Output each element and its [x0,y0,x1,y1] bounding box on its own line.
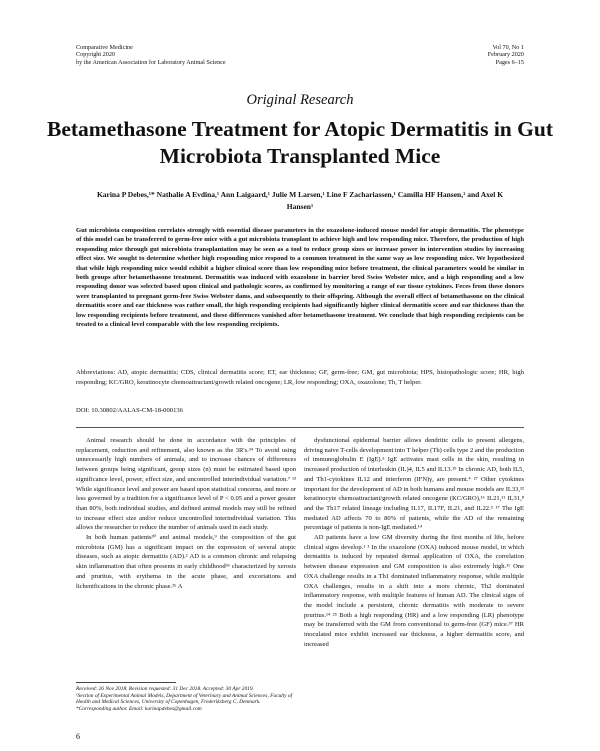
author-list: Karina P Debes,¹* Nathalie A Evdina,¹ Ann Laigaard,¹ Julie M Larsen,¹ Line F Zachariassen,¹ Camilla HF Hansen,¹ and Axel K Hansen¹ [96,190,504,211]
doi[interactable]: DOI: 10.30802/AALAS-CM-18-000136 [76,407,183,414]
copyright: Copyright 2020 [76,51,116,59]
page-number: 6 [76,732,80,741]
article-type: Original Research [246,92,354,108]
abbreviations: Abbreviations: AD, atopic dermatitis; CDS, clinical dermatitis score; ET, ear thickness; GF, germ-free; GM, gut microbiota; HPS, histopathologic score; HR, high responding; KC/GRO, keratinocyte chemoattractant/growth related oncogene; LR, low responding; OXA, oxazolone; Th, T helper. [76,369,524,386]
body-column-right [304,436,524,649]
volume: Vol 70, No 1 [492,44,524,51]
journal-header-left [76,44,226,66]
journal-name: Comparative Medicine [76,44,133,51]
received-dates: Received: 26 Nov 2018. Revision requested: 31 Dec 2018. Accepted: 30 Apr 2019. [76,686,254,692]
abstract: Gut microbiota composition correlates strongly with essential disease parameters in the oxazolone-induced mouse model for atopic dermatitis. The phenotype of this model can be transferred to germ-free mice with a gut microbiota transplant to achieve high and low responding mice. Therefore, the production of high responding mice through gut microbiota transplantation may be seen as a tool to reduce group sizes or increase power in intervention studies by increasing effect size. We sought to determine whether high responding mice respond to a common treatment in the same way as low responding mice. We hypothesized that while high responding mice would exhibit a higher clinical score than low responding mice before treatment, the clinical parameters would be similar in both groups after betamethasone treatment. Dermatitis was induced with oxazolone in barrier bred Swiss Webster mice, and a high responding and a low responding donor was selected based upon clinical and pathologic scores, as confirmed by monitoring a range of ear tissue cytokines. Feces from these donors were transplanted to pregnant germ-free Swiss Webster dams, and subsequently to their offspring. Although the overall effect of betamethasone on the clinical dermatitis score and ear thickness was rather small, the high responding recipients had significantly higher clinical dermatitis score and ear thickness than the low responding recipients before treatment, and these differences vanished after betamethasone treatment. We conclude that high responding recipients can be treated to a clinical level comparable with the low responding recipients. [76,227,524,329]
paragraph: In both human patients³⁰ and animal models,⁹ the composition of the gut microbiota (GM) has a significant impact on the expression of several atopic diseases, such as atopic dermatitis (AD).² AD is a common chronic and relapsing skin inflammation that often presents in early childhood³⁶ characterized by xerosis and pruritus, with erythema in the acute phase, and excoriations and lichenifications in the chronic phase.²⁶ A [76,534,296,590]
footnote-divider [76,682,176,683]
affiliation: ¹Section of Experimental Animal Models, Department of Veterinary and Animal Sciences, Faculty of Health and Medical Sciences, University of Copenhagen, Frederiksberg C, Denmark. [76,692,293,706]
footnotes [76,686,296,712]
section-divider [76,427,524,428]
pages: Pages 6–15 [495,58,524,66]
journal-header-right [488,44,524,66]
corresponding-author: *Corresponding author. Email: karinapdebes@gmail.com [76,705,202,712]
article-title: Betamethasone Treatment for Atopic Dermatitis in Gut Microbiota Transplanted Mice [47,117,553,168]
paragraph: dysfunctional epidermal barrier allows dendritic cells to present allergens, driving naive T-cells development into T helper (Th) cells type 2 and the production of immunoglobulin E (IgE).⁵ IgE activates mast cells in the skin, resulting in increased production of interleukin (IL)4, IL5 and IL13.¹⁹ In chronic AD, both IL5, and Th1-cytokines IL12 and interferon (IFN)γ, are present.⁴ ²⁷ Other cytokines important for the development of AD in both humans and mouse models are IL33,³² keratinocyte chemoattractant/growth related oncogene (KC/GRO),¹⁶ IL21,¹¹ IL31,⁸ and the Th17 related lineage including IL17, IL17F, IL21, and IL22.⁵ ¹⁷ The IgE mediated AD affects 70 to 80% of patients, while the AD of the remaining percentage of patients is non-IgE mediated.¹⁴ [304,437,524,532]
issue-date: February 2020 [487,51,524,59]
paragraph: AD patients have a low GM diversity during the first months of life, before clinical signs develop.¹ ³ In the oxazolone (OXA) induced mouse model, in which dermatitis is induced by repeated dermal application of OXA, the correlation between disease expression and GM composition is also extremely high.¹¹ One OXA challenge results in a Th1 dominated inflammatory response, while multiple OXA challenges, results in a shift into a more chronic, Th2 dominated inflammatory response, with multiple features of human AD. The clinical signs of the model include a persistent, chronic dermatitis with moderate to severe pruritus.¹⁴ ²⁵ Both a high responding (HR) and a low responding (LR) phenotype may be transferred with the GM from conventional to germ-free (GF) mice.³⁷ HR inoculated mice exhibit increased ear thickness, a higher dermatitis score, and increased [304,534,524,648]
body-column-left [76,436,296,720]
publisher: by the American Association for Laboratory Animal Science [76,58,226,66]
paragraph: Animal research should be done in accordance with the principles of replacement, reduction and refinement, also known as the 3R's.³⁴ To avoid using unnecessarily high numbers of animals, and to increase chances of differences between groups being significant, group sizes (n) must be estimated based upon significance level, power, effect size, and uncontrolled interindividual variation.⁷ ¹³ While significance level and power are based upon statistical concerns, and more or less governed by a tradition for a significance level of P < 0.05 and a power greater than 80%, both individual studies, and defined animal models may still be refined to increase effect size and/or reduce uncontrolled interindividual variation. This allows the researcher to reduce the number of animals used in each study. [76,437,296,532]
